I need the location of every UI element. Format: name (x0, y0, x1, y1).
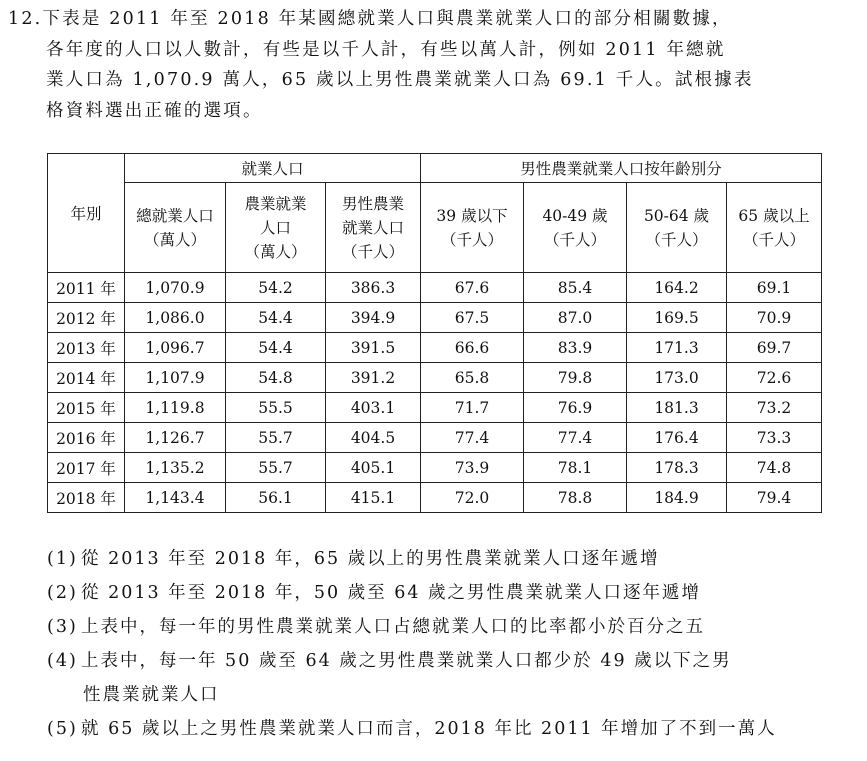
option-5[interactable] (47, 712, 847, 746)
table-cell: 1,135.2 (125, 453, 226, 483)
year-cell: 2016 年 (48, 423, 125, 453)
table-cell: 1,119.8 (125, 393, 226, 423)
table-cell: 1,107.9 (125, 363, 226, 393)
table-cell: 83.9 (524, 333, 627, 363)
option-text: 就 65 歲以上之男性農業就業人口而言，2018 年比 2011 年增加了不到一萬人 (81, 719, 777, 739)
table-cell: 66.6 (421, 333, 524, 363)
question-line-2: 各年度的人口以人數計，有些是以千人計，有些以萬人計，例如 2011 年總就 (46, 39, 726, 60)
year-cell: 2014 年 (48, 363, 125, 393)
table-cell: 405.1 (326, 453, 421, 483)
table-cell: 404.5 (326, 423, 421, 453)
option-1[interactable] (47, 542, 847, 576)
table-cell: 184.9 (627, 483, 727, 513)
table-cell: 69.1 (727, 273, 822, 303)
table-cell: 69.7 (727, 333, 822, 363)
table-cell: 71.7 (421, 393, 524, 423)
table-cell: 386.3 (326, 273, 421, 303)
age-50-64-header: 50-64 歲 （千人） (627, 183, 727, 273)
table-cell: 73.2 (727, 393, 822, 423)
table-cell: 56.1 (226, 483, 326, 513)
question-number: 12. (8, 9, 43, 29)
table-cell: 73.9 (421, 453, 524, 483)
option-number: (2) (47, 583, 78, 603)
table-cell: 55.7 (226, 423, 326, 453)
table-cell: 67.5 (421, 303, 524, 333)
table-cell: 74.8 (727, 453, 822, 483)
option-text: 從 2013 年至 2018 年，65 歲以上的男性農業就業人口逐年遞增 (81, 549, 660, 569)
option-text: 上表中，每一年 50 歲至 64 歲之男性農業就業人口都少於 49 歲以下之男 (81, 651, 732, 671)
table-cell: 1,126.7 (125, 423, 226, 453)
table-cell: 391.5 (326, 333, 421, 363)
table-cell: 164.2 (627, 273, 727, 303)
table-cell: 77.4 (524, 423, 627, 453)
year-cell: 2018 年 (48, 483, 125, 513)
table-cell: 1,086.0 (125, 303, 226, 333)
age-under-39-header: 39 歲以下 （千人） (421, 183, 524, 273)
table-cell: 1,143.4 (125, 483, 226, 513)
table-row (48, 393, 822, 423)
option-2[interactable] (47, 576, 847, 610)
table-cell: 54.4 (226, 333, 326, 363)
option-text-continued: 性農業就業人口 (83, 685, 220, 705)
option-number: (1) (47, 549, 78, 569)
year-header: 年別 (48, 154, 125, 273)
table-cell: 178.3 (627, 453, 727, 483)
table-cell: 78.8 (524, 483, 627, 513)
age-group-header: 男性農業就業人口按年齡別分 (421, 154, 822, 183)
table-cell: 181.3 (627, 393, 727, 423)
table-cell: 67.6 (421, 273, 524, 303)
table-cell: 173.0 (627, 363, 727, 393)
option-4[interactable] (47, 644, 847, 712)
age-65-plus-header: 65 歲以上 （千人） (727, 183, 822, 273)
table-cell: 394.9 (326, 303, 421, 333)
table-cell: 54.2 (226, 273, 326, 303)
option-text: 從 2013 年至 2018 年，50 歲至 64 歲之男性農業就業人口逐年遞增 (81, 583, 702, 603)
question-line-1: 12.下表是 2011 年至 2018 年某國總就業人口與農業就業人口的部分相關數據， (8, 4, 858, 35)
table-cell: 54.8 (226, 363, 326, 393)
option-number: (3) (47, 617, 78, 637)
table-row (48, 453, 822, 483)
table-cell: 70.9 (727, 303, 822, 333)
answer-options (47, 542, 847, 746)
table-cell: 65.8 (421, 363, 524, 393)
table-cell: 72.6 (727, 363, 822, 393)
table-cell: 415.1 (326, 483, 421, 513)
table-cell: 87.0 (524, 303, 627, 333)
table-row (48, 363, 822, 393)
year-cell: 2015 年 (48, 393, 125, 423)
option-number: (5) (47, 719, 78, 739)
table-cell: 403.1 (326, 393, 421, 423)
column-headers (48, 183, 822, 273)
age-40-49-header: 40-49 歲 （千人） (524, 183, 627, 273)
table-cell: 76.9 (524, 393, 627, 423)
question-line-3: 業人口為 1,070.9 萬人，65 歲以上男性農業就業人口為 69.1 千人。試根據表 (46, 70, 754, 90)
table-cell: 55.5 (226, 393, 326, 423)
table-cell: 176.4 (627, 423, 727, 453)
table-cell: 169.5 (627, 303, 727, 333)
table-cell: 1,070.9 (125, 273, 226, 303)
table-cell: 79.8 (524, 363, 627, 393)
total-employment-header: 總就業人口 （萬人） (125, 183, 226, 273)
option-3[interactable] (47, 610, 847, 644)
table-cell: 79.4 (727, 483, 822, 513)
table-row (48, 333, 822, 363)
table-row (48, 423, 822, 453)
year-cell: 2012 年 (48, 303, 125, 333)
option-number: (4) (47, 651, 78, 671)
table-cell: 73.3 (727, 423, 822, 453)
table-cell: 78.1 (524, 453, 627, 483)
year-cell: 2017 年 (48, 453, 125, 483)
table-row (48, 483, 822, 513)
table-cell: 55.7 (226, 453, 326, 483)
year-cell: 2011 年 (48, 273, 125, 303)
table-cell: 77.4 (421, 423, 524, 453)
data-table (47, 153, 822, 513)
male-agri-employment-header: 男性農業 就業人口 （千人） (326, 183, 421, 273)
employment-group-header: 就業人口 (125, 154, 421, 183)
agri-employment-header: 農業就業 人口 （萬人） (226, 183, 326, 273)
table-body (48, 273, 822, 513)
table-cell: 54.4 (226, 303, 326, 333)
table-row (48, 273, 822, 303)
table-cell: 171.3 (627, 333, 727, 363)
table-cell: 72.0 (421, 483, 524, 513)
question-stem (8, 4, 858, 126)
question-line-4: 格資料選出正確的選項。 (46, 100, 263, 121)
table-cell: 85.4 (524, 273, 627, 303)
table-cell: 391.2 (326, 363, 421, 393)
year-cell: 2013 年 (48, 333, 125, 363)
table-cell: 1,096.7 (125, 333, 226, 363)
table-row (48, 303, 822, 333)
option-text: 上表中，每一年的男性農業就業人口占總就業人口的比率都小於百分之五 (81, 617, 705, 637)
